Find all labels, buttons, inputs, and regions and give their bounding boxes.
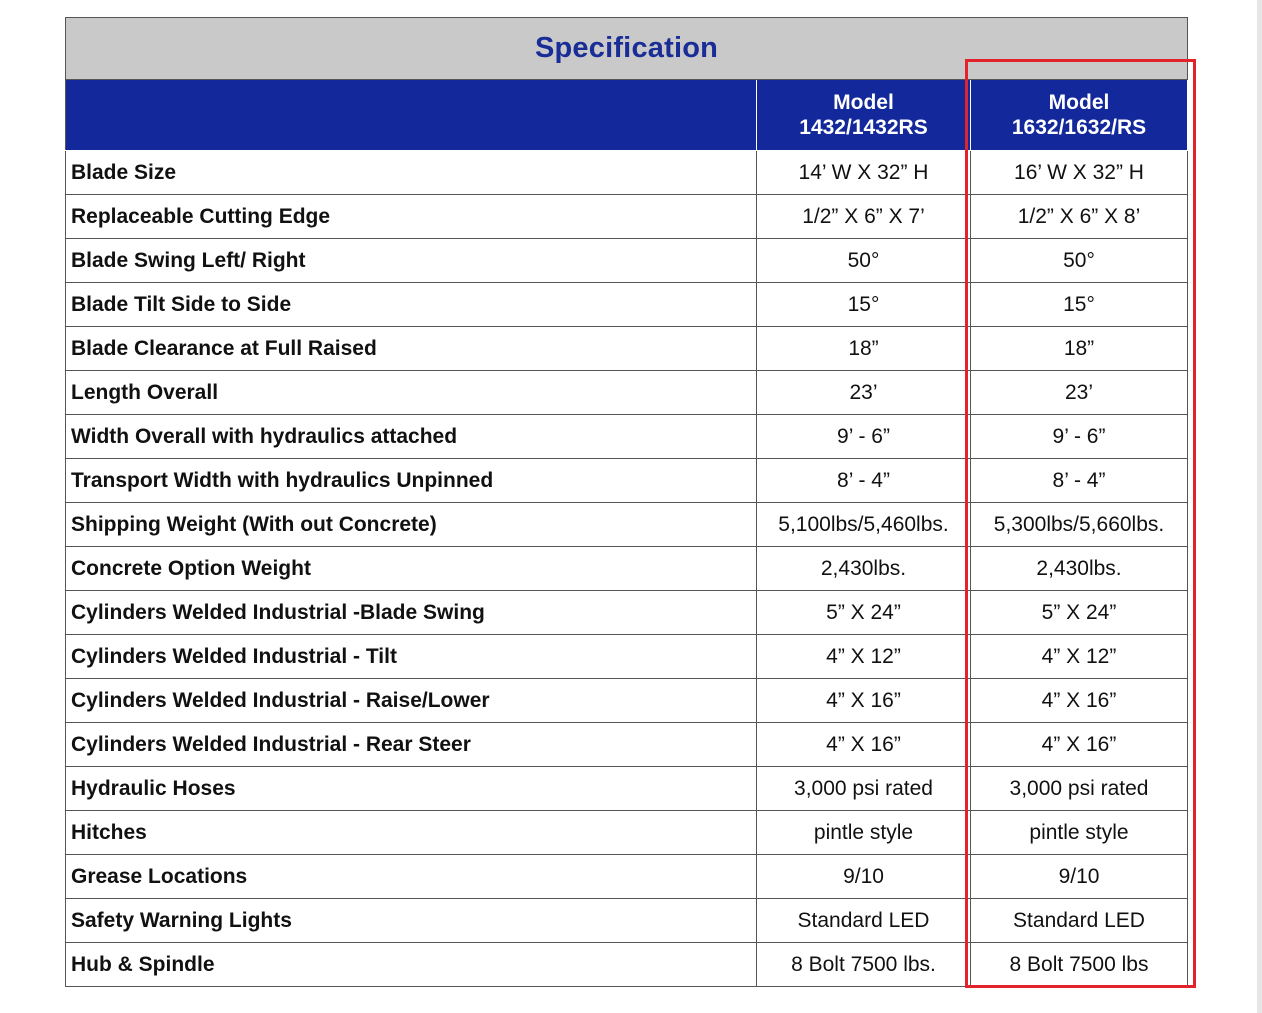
spec-label: Hub & Spindle	[66, 943, 757, 987]
header-blank-cell	[66, 80, 757, 151]
header-row	[66, 80, 1188, 151]
spec-label: Length Overall	[66, 371, 757, 415]
spec-value-model-1632: 8’ - 4”	[971, 459, 1188, 503]
spec-value-model-1432: 4” X 16”	[757, 723, 971, 767]
page-scrollbar-edge	[1257, 0, 1262, 1013]
spec-value-model-1432: 2,430lbs.	[757, 547, 971, 591]
spec-value-model-1632: 23’	[971, 371, 1188, 415]
spec-value-model-1432: 4” X 16”	[757, 679, 971, 723]
spec-label: Cylinders Welded Industrial -Blade Swing	[66, 591, 757, 635]
spec-value-model-1632: 4” X 16”	[971, 723, 1188, 767]
spec-value-model-1632: 15°	[971, 283, 1188, 327]
spec-value-model-1432: 5” X 24”	[757, 591, 971, 635]
spec-label: Concrete Option Weight	[66, 547, 757, 591]
spec-value-model-1432: Standard LED	[757, 899, 971, 943]
spec-value-model-1432: pintle style	[757, 811, 971, 855]
spec-value-model-1632: 50°	[971, 239, 1188, 283]
spec-value-model-1632: 9/10	[971, 855, 1188, 899]
table-row	[66, 679, 1188, 723]
table-row	[66, 371, 1188, 415]
table-row	[66, 283, 1188, 327]
spec-value-model-1432: 4” X 12”	[757, 635, 971, 679]
spec-value-model-1432: 3,000 psi rated	[757, 767, 971, 811]
table-row	[66, 547, 1188, 591]
spec-value-model-1632: 2,430lbs.	[971, 547, 1188, 591]
spec-label: Hydraulic Hoses	[66, 767, 757, 811]
spec-label: Transport Width with hydraulics Unpinned	[66, 459, 757, 503]
spec-value-model-1632: 4” X 16”	[971, 679, 1188, 723]
spec-label: Width Overall with hydraulics attached	[66, 415, 757, 459]
spec-value-model-1432: 1/2” X 6” X 7’	[757, 195, 971, 239]
spec-label: Hitches	[66, 811, 757, 855]
table-row	[66, 239, 1188, 283]
spec-value-model-1632: pintle style	[971, 811, 1188, 855]
spec-value-model-1632: 16’ W X 32” H	[971, 151, 1188, 195]
spec-label: Blade Clearance at Full Raised	[66, 327, 757, 371]
spec-label: Cylinders Welded Industrial - Raise/Lower	[66, 679, 757, 723]
spec-value-model-1632: 5,300lbs/5,660lbs.	[971, 503, 1188, 547]
table-row	[66, 459, 1188, 503]
spec-label: Cylinders Welded Industrial - Tilt	[66, 635, 757, 679]
spec-label: Blade Size	[66, 151, 757, 195]
spec-value-model-1432: 8’ - 4”	[757, 459, 971, 503]
spec-label: Safety Warning Lights	[66, 899, 757, 943]
spec-label: Cylinders Welded Industrial - Rear Steer	[66, 723, 757, 767]
spec-value-model-1432: 9/10	[757, 855, 971, 899]
spec-value-model-1432: 50°	[757, 239, 971, 283]
table-row	[66, 195, 1188, 239]
table-title: Specification	[66, 18, 1188, 80]
column-header-line2: 1432/1432RS	[799, 116, 928, 139]
table-row	[66, 151, 1188, 195]
spec-label: Shipping Weight (With out Concrete)	[66, 503, 757, 547]
spec-value-model-1632: 4” X 12”	[971, 635, 1188, 679]
table-row	[66, 855, 1188, 899]
table-row	[66, 591, 1188, 635]
column-header-model-1432	[757, 80, 971, 151]
spec-value-model-1632: 8 Bolt 7500 lbs	[971, 943, 1188, 987]
table-row	[66, 327, 1188, 371]
spec-value-model-1632: 3,000 psi rated	[971, 767, 1188, 811]
spec-value-model-1632: 5” X 24”	[971, 591, 1188, 635]
spec-value-model-1632: 9’ - 6”	[971, 415, 1188, 459]
table-row	[66, 767, 1188, 811]
spec-value-model-1432: 23’	[757, 371, 971, 415]
specification-table	[65, 17, 1188, 987]
spec-value-model-1632: 18”	[971, 327, 1188, 371]
column-header-line1: Model	[833, 91, 894, 114]
table-row	[66, 415, 1188, 459]
table-row	[66, 503, 1188, 547]
spec-value-model-1432: 8 Bolt 7500 lbs.	[757, 943, 971, 987]
spec-value-model-1632: 1/2” X 6” X 8’	[971, 195, 1188, 239]
column-header-model-1632	[971, 80, 1188, 151]
table-row	[66, 635, 1188, 679]
column-header-line2: 1632/1632/RS	[1011, 116, 1147, 139]
title-row	[66, 18, 1188, 80]
spec-label: Grease Locations	[66, 855, 757, 899]
spec-value-model-1432: 18”	[757, 327, 971, 371]
table-row	[66, 899, 1188, 943]
spec-value-model-1632: Standard LED	[971, 899, 1188, 943]
table-row	[66, 811, 1188, 855]
spec-value-model-1432: 9’ - 6”	[757, 415, 971, 459]
spec-value-model-1432: 14’ W X 32” H	[757, 151, 971, 195]
column-header-line1: Model	[1048, 91, 1110, 114]
table-row	[66, 943, 1188, 987]
spec-label: Blade Tilt Side to Side	[66, 283, 757, 327]
table-row	[66, 723, 1188, 767]
spec-value-model-1432: 5,100lbs/5,460lbs.	[757, 503, 971, 547]
spec-value-model-1432: 15°	[757, 283, 971, 327]
spec-label: Blade Swing Left/ Right	[66, 239, 757, 283]
spec-label: Replaceable Cutting Edge	[66, 195, 757, 239]
